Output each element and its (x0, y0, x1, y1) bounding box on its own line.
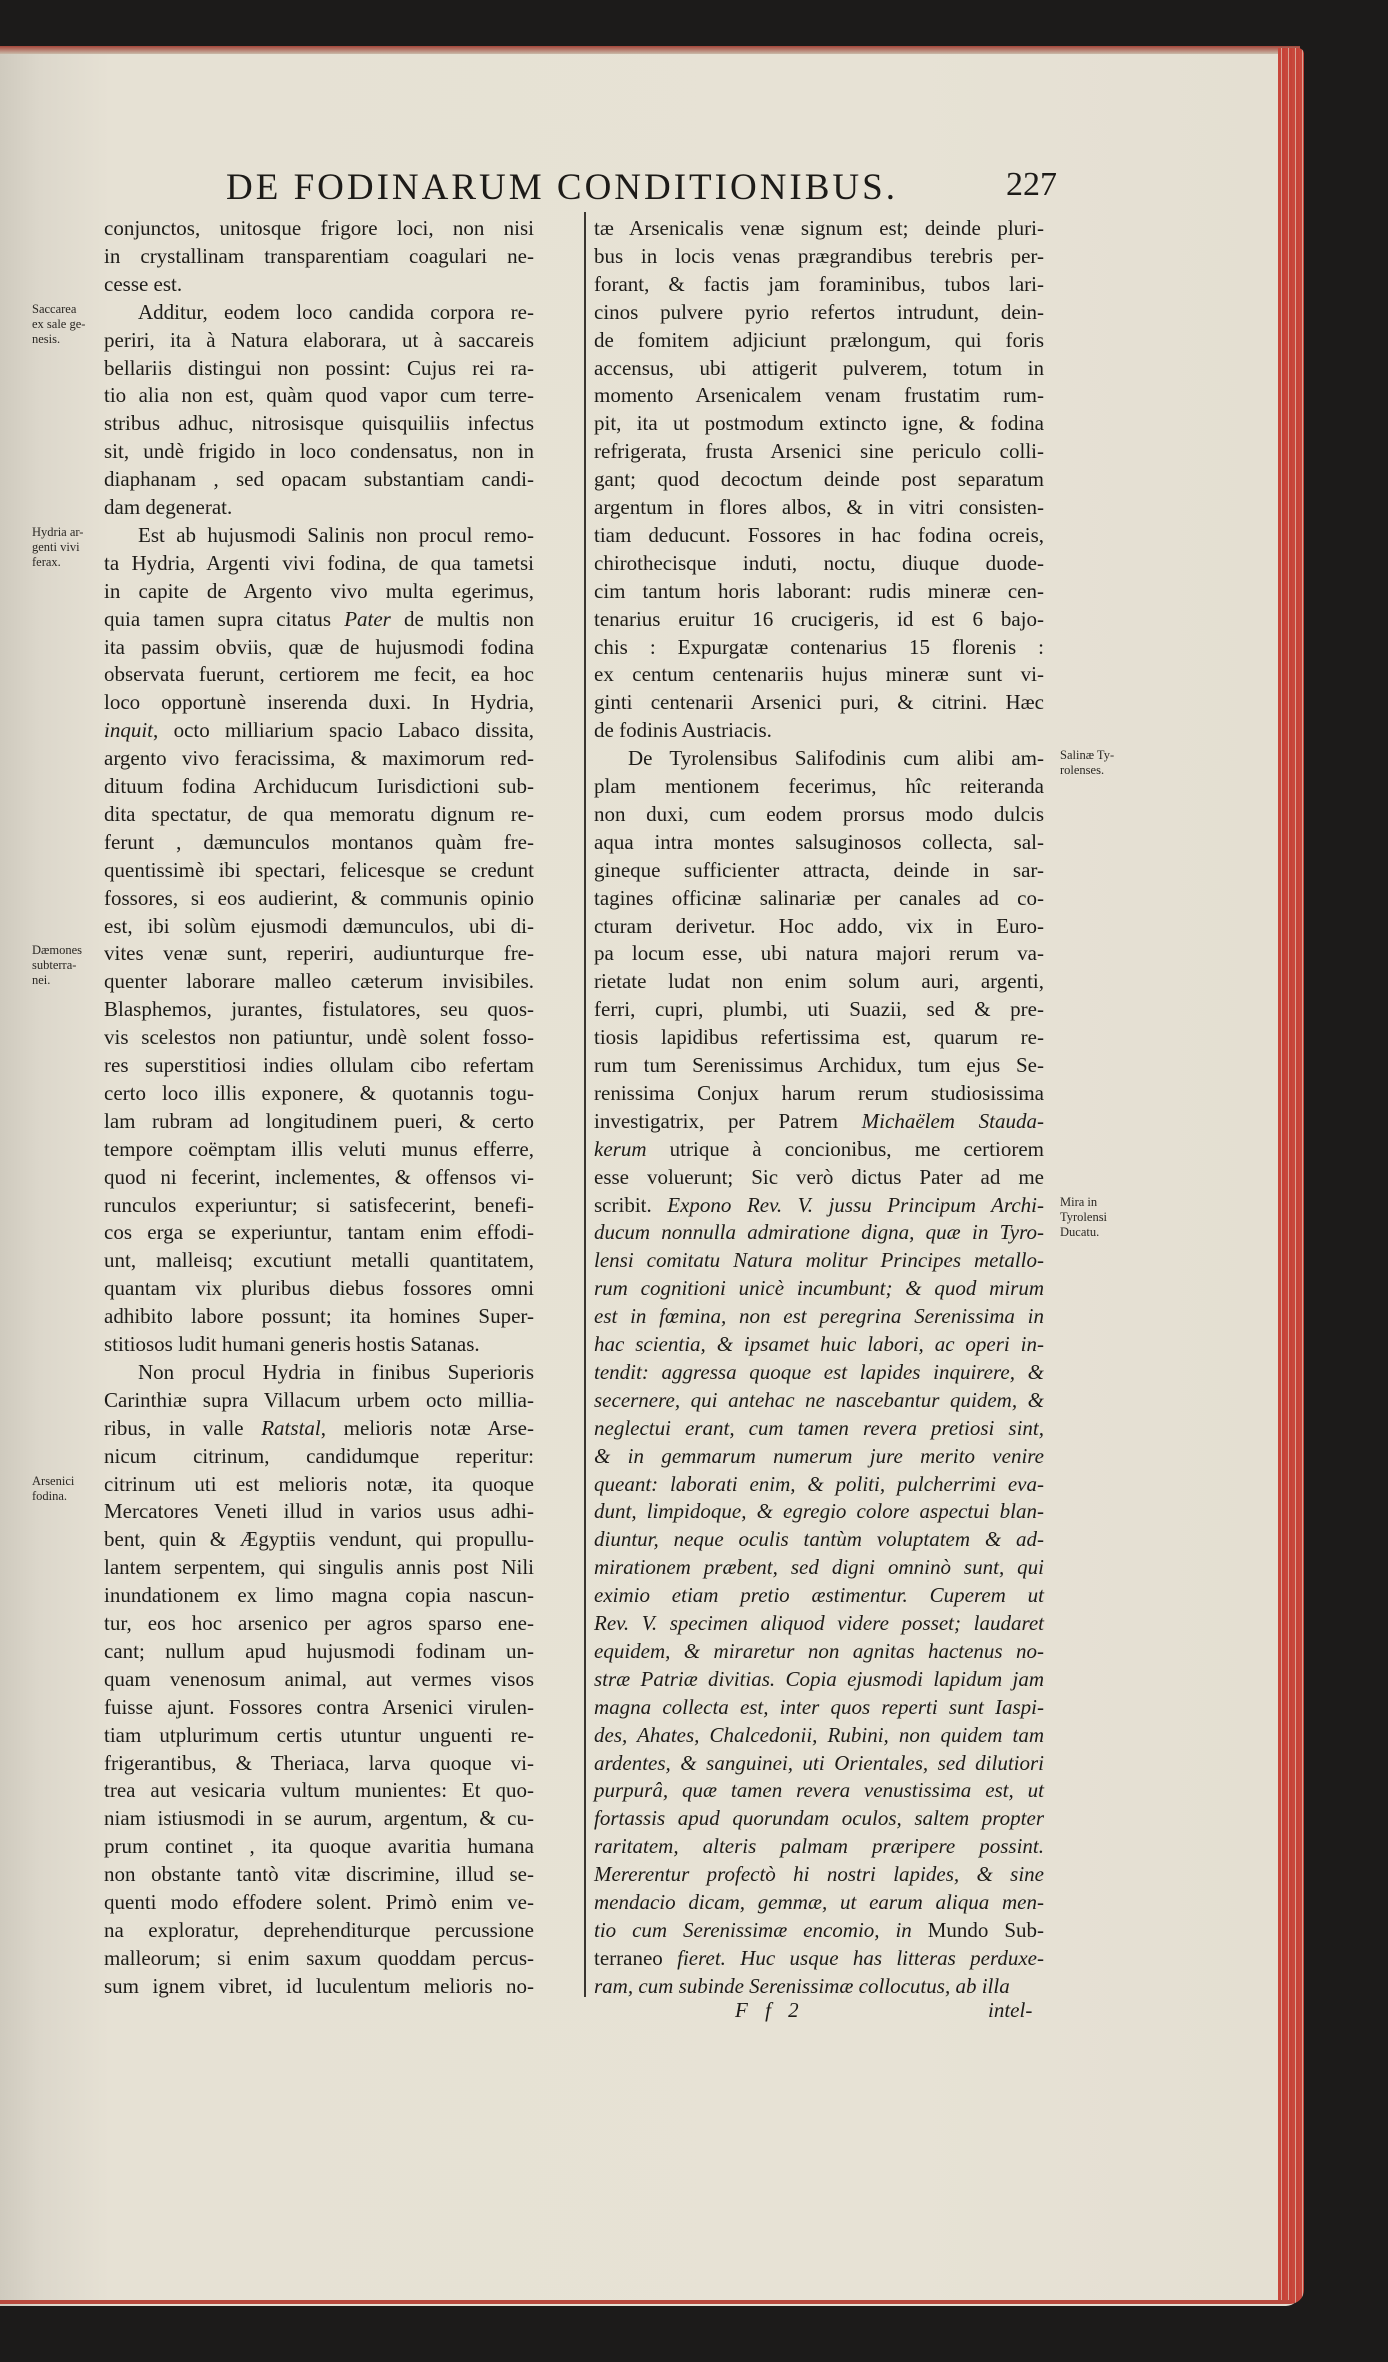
roman-text: ferunt , dæmunculos montanos quàm fre- (104, 829, 534, 854)
text-line (594, 549, 1044, 577)
page-bottom-edge (0, 2300, 1290, 2304)
text-line (104, 633, 534, 661)
text-line (104, 1023, 534, 1051)
text-line (104, 1637, 534, 1665)
roman-text: cinos pulvere pyrio refertos intrudunt, dein- (594, 299, 1044, 324)
text-line (594, 688, 1044, 716)
text-line (594, 605, 1044, 633)
roman-text: scribit. (594, 1192, 668, 1217)
italic-text: inquit (104, 718, 154, 743)
roman-text: momento Arsenicalem venam frustatim rum- (594, 383, 1044, 408)
text-line (104, 1581, 534, 1609)
signature-mark: F f 2 (735, 1998, 805, 2022)
roman-text: in capite de Argento vivo multa egerimus, (104, 578, 534, 603)
roman-text: terraneo (594, 1945, 678, 1970)
text-line (594, 1163, 1044, 1191)
margin-note (32, 302, 85, 347)
text-line (594, 1916, 1044, 1944)
text-line (104, 1916, 534, 1944)
roman-text: unt, malleisq; excutiunt metalli quantitatem, (104, 1248, 534, 1273)
text-line (594, 1665, 1044, 1693)
text-line (104, 688, 534, 716)
roman-text: malleorum; si enim saxum quoddam percus- (104, 1945, 534, 1970)
roman-text: diaphanam , sed opacam substantiam candi- (104, 467, 534, 492)
roman-text: quia tamen supra citatus (104, 606, 345, 631)
text-line (104, 605, 534, 633)
text-line (104, 1051, 534, 1079)
margin-note-line: Ducatu. (1060, 1224, 1100, 1239)
roman-text: de fodinis Austriacis. (594, 718, 772, 743)
text-line (594, 1581, 1044, 1609)
text-line (594, 967, 1044, 995)
text-line (104, 967, 534, 995)
roman-text: forant, & factis jam foraminibus, tubos lari- (594, 271, 1044, 296)
roman-text: cesse est. (104, 271, 183, 296)
roman-text: bus in locis venas prægrandibus terebris per- (594, 243, 1044, 268)
red-page-edges (1278, 48, 1304, 2304)
roman-text: lam rubram ad longitudinem pueri, & certo (104, 1108, 534, 1133)
roman-text: cos erga se experiuntur, tantam enim effodi- (104, 1220, 534, 1245)
roman-text: gineque sufficienter attracta, deinde in sar- (594, 857, 1044, 882)
text-line (594, 1776, 1044, 1804)
italic-text: Rev. V. specimen aliquod videre posset; laudaret (594, 1611, 1044, 1635)
italic-text: purpurâ, quæ tamen revera venustissima est, ut (594, 1778, 1044, 1803)
roman-text: tæ Arsenicalis venæ signum est; deinde pluri- (594, 216, 1044, 240)
text-line (594, 912, 1044, 940)
italic-text: est in fœmina, non est peregrina Serenissima in (594, 1304, 1044, 1329)
text-line (104, 912, 534, 940)
text-line (594, 633, 1044, 661)
text-line (594, 521, 1044, 549)
text-line (594, 1079, 1044, 1107)
roman-text: ta Hydria, Argenti vivi fodina, de qua tametsi (104, 550, 534, 575)
roman-text: est, ibi solùm ejusmodi dæmunculos, ubi di- (104, 913, 534, 938)
text-line (104, 884, 534, 912)
text-line (594, 298, 1044, 326)
margin-note-line: Mira in (1060, 1194, 1098, 1209)
text-line (104, 1749, 534, 1777)
roman-text: Mercatores Veneti illud in varios usus adhi- (104, 1499, 534, 1524)
italic-text: kerum (594, 1136, 647, 1161)
roman-text: in crystallinam transparentiam coagulari ne- (104, 243, 534, 268)
text-line (104, 1330, 534, 1358)
roman-text: adhibito labore possunt; ita homines Super- (104, 1304, 534, 1329)
roman-text: Est ab hujusmodi Salinis non procul remo- (138, 522, 534, 547)
roman-text: non obstante tantò vitæ discrimine, illud se- (104, 1862, 534, 1887)
margin-note-line: fodina. (32, 1488, 68, 1503)
margin-note-line: ferax. (32, 554, 61, 569)
italic-text: ardentes, & sanguinei, uti Orientales, sed dilutiori (594, 1750, 1044, 1775)
text-line (104, 1860, 534, 1888)
italic-text: rum cognitioni unicè incumbunt; & quod mirum (594, 1276, 1044, 1301)
text-line (104, 1274, 534, 1302)
margin-note-line: Salinæ Ty- (1060, 748, 1115, 763)
roman-text: cturam derivetur. Hoc addo, vix in Euro- (594, 913, 1044, 938)
roman-text: plam mentionem fecerimus, hîc reiteranda (594, 774, 1044, 798)
italic-text: tendit: aggressa quoque est lapides inquirere, & (594, 1359, 1044, 1384)
roman-text: stitiosos ludit humani generis hostis Satanas. (104, 1332, 480, 1356)
text-line (104, 1497, 534, 1525)
text-line (104, 1079, 534, 1107)
text-line (104, 1163, 534, 1191)
text-line (138, 298, 534, 326)
text-line (594, 1888, 1044, 1916)
text-line (594, 1721, 1044, 1749)
text-line (104, 549, 534, 577)
margin-note-line: Dæmones (32, 943, 82, 958)
italic-text: magna collecta est, inter quos reperti sunt Iaspi- (594, 1694, 1044, 1719)
italic-text: Ratstal (261, 1415, 321, 1440)
text-line (594, 354, 1044, 382)
italic-text: neglectui erant, cum tamen revera pretiosi sint, (594, 1415, 1044, 1440)
roman-text: vites venæ sunt, reperiri, audiunturque fre- (104, 941, 534, 966)
roman-text: frigerantibus, & Theriaca, larva quoque vi- (104, 1750, 534, 1775)
roman-text: de fomitem adjiciunt prælongum, qui foris (594, 327, 1044, 352)
text-line (104, 242, 534, 270)
text-line (594, 800, 1044, 828)
roman-text: rum tum Serenissimus Archidux, tum ejus Se- (594, 1053, 1044, 1077)
text-line (104, 1107, 534, 1135)
text-line (594, 326, 1044, 354)
text-line (104, 1191, 534, 1219)
text-line (104, 465, 534, 493)
text-line (594, 1497, 1044, 1525)
text-line (594, 214, 1044, 242)
roman-text: certo loco illis exponere, & quotannis togu- (104, 1080, 534, 1105)
margin-note-line: ex sale ge- (32, 316, 86, 331)
text-line (594, 1218, 1044, 1246)
text-line (594, 381, 1044, 409)
text-line (594, 493, 1044, 521)
text-line (594, 1637, 1044, 1665)
roman-text: Additur, eodem loco candida corpora re- (138, 299, 534, 324)
roman-text: quantam vix pluribus diebus fossores omni (104, 1276, 534, 1301)
roman-text: tiosis lapidibus refertissima est, quarum re- (594, 1025, 1044, 1050)
text-line (594, 1693, 1044, 1721)
roman-text: runculos experiuntur; si satisfecerint, benefi- (104, 1192, 534, 1217)
roman-text: lantem serpentem, qui singulis annis post Nili (104, 1555, 534, 1580)
text-line (104, 1553, 534, 1581)
text-line (594, 1414, 1044, 1442)
roman-text: chis : Expurgatæ contenarius 15 florenis : (594, 634, 1044, 659)
text-line (594, 856, 1044, 884)
italic-text: Expono Rev. V. jussu Principum Archi- (667, 1192, 1044, 1217)
text-line (594, 1386, 1044, 1414)
page-header (0, 166, 1300, 210)
italic-text: eximio etiam pretio æstimentur. Cuperem ut (594, 1583, 1044, 1608)
roman-text: argentum in flores albos, & in vitri consisten- (594, 495, 1044, 519)
roman-text: pit, ita ut postmodum extincto igne, & fodina (594, 411, 1044, 436)
italic-text: fieret. Huc usque has litteras perduxe- (677, 1945, 1044, 1970)
margin-note-line: nei. (32, 973, 51, 988)
text-line (104, 1525, 534, 1553)
text-line (594, 242, 1044, 270)
roman-text: nicum citrinum, candidumque reperitur: (104, 1443, 534, 1468)
italic-text: fortassis apud quorundam oculos, saltem propter (594, 1806, 1044, 1831)
text-line (594, 1470, 1044, 1498)
roman-text: esse voluerunt; Sic verò dictus Pater ad me (594, 1164, 1044, 1189)
margin-note-line: Hydria ar- (32, 524, 84, 539)
text-line (594, 772, 1044, 800)
text-line (594, 1804, 1044, 1832)
roman-text: non duxi, cum eodem prorsus modo dulcis (594, 801, 1044, 826)
text-line (594, 1749, 1044, 1777)
roman-text: Mundo Sub- (927, 1917, 1044, 1942)
italic-text: secernere, qui antehac ne nascebantur quidem, & (594, 1387, 1044, 1412)
text-line (104, 381, 534, 409)
roman-text: chirothecisque induti, noctu, diuque duode- (594, 550, 1044, 575)
text-line (594, 1358, 1044, 1386)
text-line (594, 1944, 1044, 1972)
margin-note-line: Saccarea (32, 301, 77, 316)
text-line (104, 437, 534, 465)
text-line (594, 1023, 1044, 1051)
roman-text: prum continet , ita quoque avaritia humana (104, 1834, 534, 1859)
roman-text: niam istiusmodi in se aurum, argentum, & cu- (104, 1806, 534, 1831)
roman-text: cim tantum horis laborant: rudis mineræ cen- (594, 578, 1044, 603)
roman-text: tiam utplurimum certis utuntur unguenti re- (104, 1722, 534, 1747)
roman-text: Non procul Hydria in finibus Superioris (138, 1359, 534, 1384)
roman-text: ginti centenarii Arsenici puri, & citrini. Hæc (594, 690, 1044, 715)
roman-text: tio alia non est, quàm quod vapor cum terre- (104, 383, 534, 408)
text-line (594, 884, 1044, 912)
margin-note (32, 1474, 74, 1504)
text-line (104, 1832, 534, 1860)
margin-note-line: nesis. (32, 331, 61, 346)
roman-text: citrinum uti est melioris notæ, ita quoque (104, 1471, 534, 1496)
text-line (104, 1944, 534, 1972)
margin-note-line: rolenses. (1060, 763, 1105, 778)
roman-text: fuisse ajunt. Fossores contra Arsenici virulen- (104, 1694, 534, 1719)
roman-text: cant; nullum apud hujusmodi fodinam un- (104, 1638, 534, 1663)
text-line (104, 354, 534, 382)
page-number: 227 (1006, 166, 1057, 203)
margin-note-line: Tyrolensi (1060, 1209, 1108, 1224)
roman-text: fossores, si eos audierint, & communis opinio (104, 885, 534, 910)
text-line (594, 1860, 1044, 1888)
roman-text: investigatrix, per Patrem (594, 1108, 862, 1133)
text-line (594, 1832, 1044, 1860)
roman-text: tempore coëmptam illis veluti munus efferre, (104, 1136, 534, 1161)
text-line (594, 1051, 1044, 1079)
roman-text: tiam deducunt. Fossores in hac fodina ocreis, (594, 522, 1044, 547)
roman-text: gant; quod decoctum deinde post separatum (594, 467, 1044, 492)
roman-text: pa locum esse, ubi natura majori rerum va- (594, 941, 1044, 966)
italic-text: equidem, & miraretur non agnitas hactenus no- (594, 1638, 1044, 1663)
text-line (104, 1135, 534, 1163)
roman-text: conjunctos, unitosque frigore loci, non nisi (104, 216, 534, 240)
text-line (104, 1246, 534, 1274)
roman-text: aqua intra montes salsuginosos collecta, sal- (594, 829, 1044, 854)
roman-text: ferri, cupri, plumbi, uti Suazii, sed & pre- (594, 997, 1044, 1022)
text-line (594, 1191, 1044, 1219)
roman-text: observata fuerunt, certiorem me fecit, ea hoc (104, 662, 534, 687)
italic-text: raritatem, alteris palmam præripere possint. (594, 1834, 1044, 1859)
roman-text: dam degenerat. (104, 495, 233, 519)
text-line (594, 1107, 1044, 1135)
text-line (104, 995, 534, 1023)
text-line (104, 1470, 534, 1498)
text-line (104, 1665, 534, 1693)
roman-text: Carinthiæ supra Villacum urbem octo millia- (104, 1387, 534, 1412)
text-line (138, 1358, 534, 1386)
text-line (104, 270, 534, 298)
text-line (104, 1776, 534, 1804)
text-line (104, 1442, 534, 1470)
text-line (594, 577, 1044, 605)
text-line (104, 800, 534, 828)
italic-text: & in gemmarum numerum jure merito venire (594, 1443, 1044, 1468)
text-line (594, 1246, 1044, 1274)
roman-text: De Tyrolensibus Salifodinis cum alibi am- (628, 746, 1044, 771)
roman-text: quenter laborare malleo cæterum invisibiles. (104, 969, 534, 994)
roman-text: tur, eos hoc arsenico per agros sparso ene- (104, 1611, 534, 1635)
roman-text: rietate ludat non enim solum auri, argenti, (594, 969, 1044, 994)
italic-text: diuntur, neque oculis tantùm voluptatem & ad- (594, 1527, 1044, 1552)
italic-text: mirationem præbent, sed digni omninò sunt, qui (594, 1555, 1044, 1580)
text-line (594, 660, 1044, 688)
text-line (104, 1414, 534, 1442)
roman-text: renissima Conjux harum rerum studiosissima (594, 1080, 1044, 1105)
margin-note (1060, 1195, 1107, 1240)
text-line (138, 521, 534, 549)
italic-text: dunt, limpidoque, & egregio colore aspectui blan- (594, 1499, 1044, 1524)
roman-text: bellariis distingui non possint: Cujus rei ra- (104, 355, 534, 380)
italic-text: ram, cum subinde Serenissimæ collocutus, ab illa (594, 1973, 1010, 1998)
roman-text: quentissimè ibi spectari, felicesque se credunt (104, 857, 534, 882)
text-line (594, 1525, 1044, 1553)
text-line (594, 1553, 1044, 1581)
text-line (104, 214, 534, 242)
margin-note (32, 525, 83, 570)
roman-text: , octo milliarium spacio Labaco dissita, (153, 718, 534, 743)
catchword: intel- (988, 1998, 1033, 2022)
text-line (594, 1135, 1044, 1163)
roman-text: quod ni fecerint, inclementes, & offensos vi- (104, 1164, 534, 1189)
text-line (594, 1274, 1044, 1302)
roman-text: tagines officinæ salinariæ per canales ad co- (594, 885, 1044, 910)
running-title: DE FODINARUM CONDITIONIBUS. (226, 167, 898, 208)
roman-text: dituum fodina Archiducum Iurisdictioni sub- (104, 774, 534, 798)
roman-text: ita passim obviis, quæ de hujusmodi fodina (104, 634, 534, 659)
text-line (594, 437, 1044, 465)
italic-text: queant: laborati enim, & politi, pulcherrimi eva- (594, 1471, 1044, 1496)
roman-text: inundationem ex limo magna copia nascun- (104, 1583, 534, 1608)
text-line (628, 744, 1044, 772)
text-line (104, 716, 534, 744)
text-line (104, 939, 534, 967)
text-line (594, 270, 1044, 298)
text-line (594, 995, 1044, 1023)
text-line (104, 772, 534, 800)
margin-note-line: Arsenici (32, 1473, 75, 1488)
italic-text: stræ Patriæ divitias. Copia ejusmodi lapidum jam (594, 1666, 1044, 1691)
margin-note (1060, 748, 1114, 778)
italic-text: Mererentur profectò hi nostri lapides, & sine (594, 1862, 1044, 1887)
margin-note-line: genti vivi (32, 539, 80, 554)
text-line (104, 1972, 534, 2000)
text-line (104, 660, 534, 688)
roman-text: trea aut vesicaria vultum munientes: Et quo- (104, 1778, 534, 1803)
text-line (104, 1721, 534, 1749)
text-line (104, 409, 534, 437)
italic-text: des, Ahates, Chalcedonii, Rubini, non quidem tam (594, 1722, 1044, 1747)
text-line (594, 465, 1044, 493)
text-line (104, 856, 534, 884)
text-line (594, 409, 1044, 437)
italic-text: Pater (344, 606, 391, 631)
text-line (104, 1888, 534, 1916)
roman-text: , melioris notæ Arse- (320, 1415, 534, 1440)
roman-text: res superstitiosi indies ollulam cibo refertam (104, 1053, 534, 1077)
roman-text: bent, quin & Ægyptiis vendunt, qui propullu- (104, 1527, 534, 1552)
page-top-edge (0, 46, 1300, 54)
text-line (594, 939, 1044, 967)
text-line (104, 1804, 534, 1832)
text-line (594, 716, 1044, 744)
text-line (104, 577, 534, 605)
text-line (594, 1972, 1044, 2000)
roman-text: quenti modo effodere solent. Primò enim ve- (104, 1890, 534, 1914)
roman-text: de multis non (390, 606, 534, 631)
italic-text: lensi comitatu Natura molitur Principes metallo- (594, 1248, 1044, 1273)
roman-text: tenarius eruitur 16 crucigeris, id est 6 bajo- (594, 606, 1044, 631)
text-line (104, 326, 534, 354)
roman-text: stribus adhuc, nitrosisque quisquiliis infectus (104, 411, 534, 436)
roman-text: periri, ita à Natura elaborara, ut à saccareis (104, 327, 534, 352)
italic-text: Michaëlem Stauda- (861, 1108, 1045, 1133)
roman-text: ex centum centenariis hujus mineræ sunt vi- (594, 662, 1044, 687)
text-line (594, 1442, 1044, 1470)
text-line (594, 1330, 1044, 1358)
text-line (594, 828, 1044, 856)
text-line (104, 1386, 534, 1414)
text-line (104, 1302, 534, 1330)
roman-text: ribus, in valle (104, 1415, 262, 1440)
roman-text: sum ignem vibret, id luculentum melioris no- (104, 1973, 534, 1998)
italic-text: hac scientia, & ipsamet huic labori, ac operi in- (594, 1332, 1044, 1356)
roman-text: dita spectatur, de qua memoratu dignum re- (104, 801, 534, 826)
margin-note (32, 943, 82, 988)
text-line (104, 493, 534, 521)
text-line (104, 828, 534, 856)
roman-text: utrique à concionibus, me certiorem (646, 1136, 1044, 1161)
roman-text: quam venenosum animal, aut vermes visos (104, 1666, 534, 1691)
text-line (594, 1609, 1044, 1637)
italic-text: ducum nonnulla admiratione digna, quæ in Tyro- (594, 1220, 1044, 1245)
text-line (104, 1218, 534, 1246)
text-line (104, 1693, 534, 1721)
italic-text: mendacio dicam, gemmæ, ut earum aliqua men- (594, 1890, 1044, 1914)
roman-text: na exploratur, deprehenditurque percussione (104, 1917, 534, 1942)
roman-text: sit, undè frigido in loco condensatus, non in (104, 439, 534, 464)
roman-text: refrigerata, frusta Arsenici sine periculo colli- (594, 439, 1044, 464)
roman-text: vis scelestos non patiuntur, undè solent fosso- (104, 1025, 534, 1050)
roman-text: argento vivo feracissima, & maximorum red- (104, 746, 534, 771)
italic-text: tio cum Serenissimæ encomio, in (594, 1917, 928, 1942)
text-line (104, 744, 534, 772)
roman-text: accensus, ubi attigerit pulverem, totum in (594, 355, 1044, 380)
text-line (104, 1609, 534, 1637)
margin-note-line: subterra- (32, 958, 77, 973)
text-line (594, 1302, 1044, 1330)
roman-text: loco opportunè inserenda duxi. In Hydria, (104, 690, 534, 715)
column-divider (584, 212, 586, 1997)
roman-text: Blasphemos, jurantes, fistulatores, seu quos- (104, 997, 534, 1022)
